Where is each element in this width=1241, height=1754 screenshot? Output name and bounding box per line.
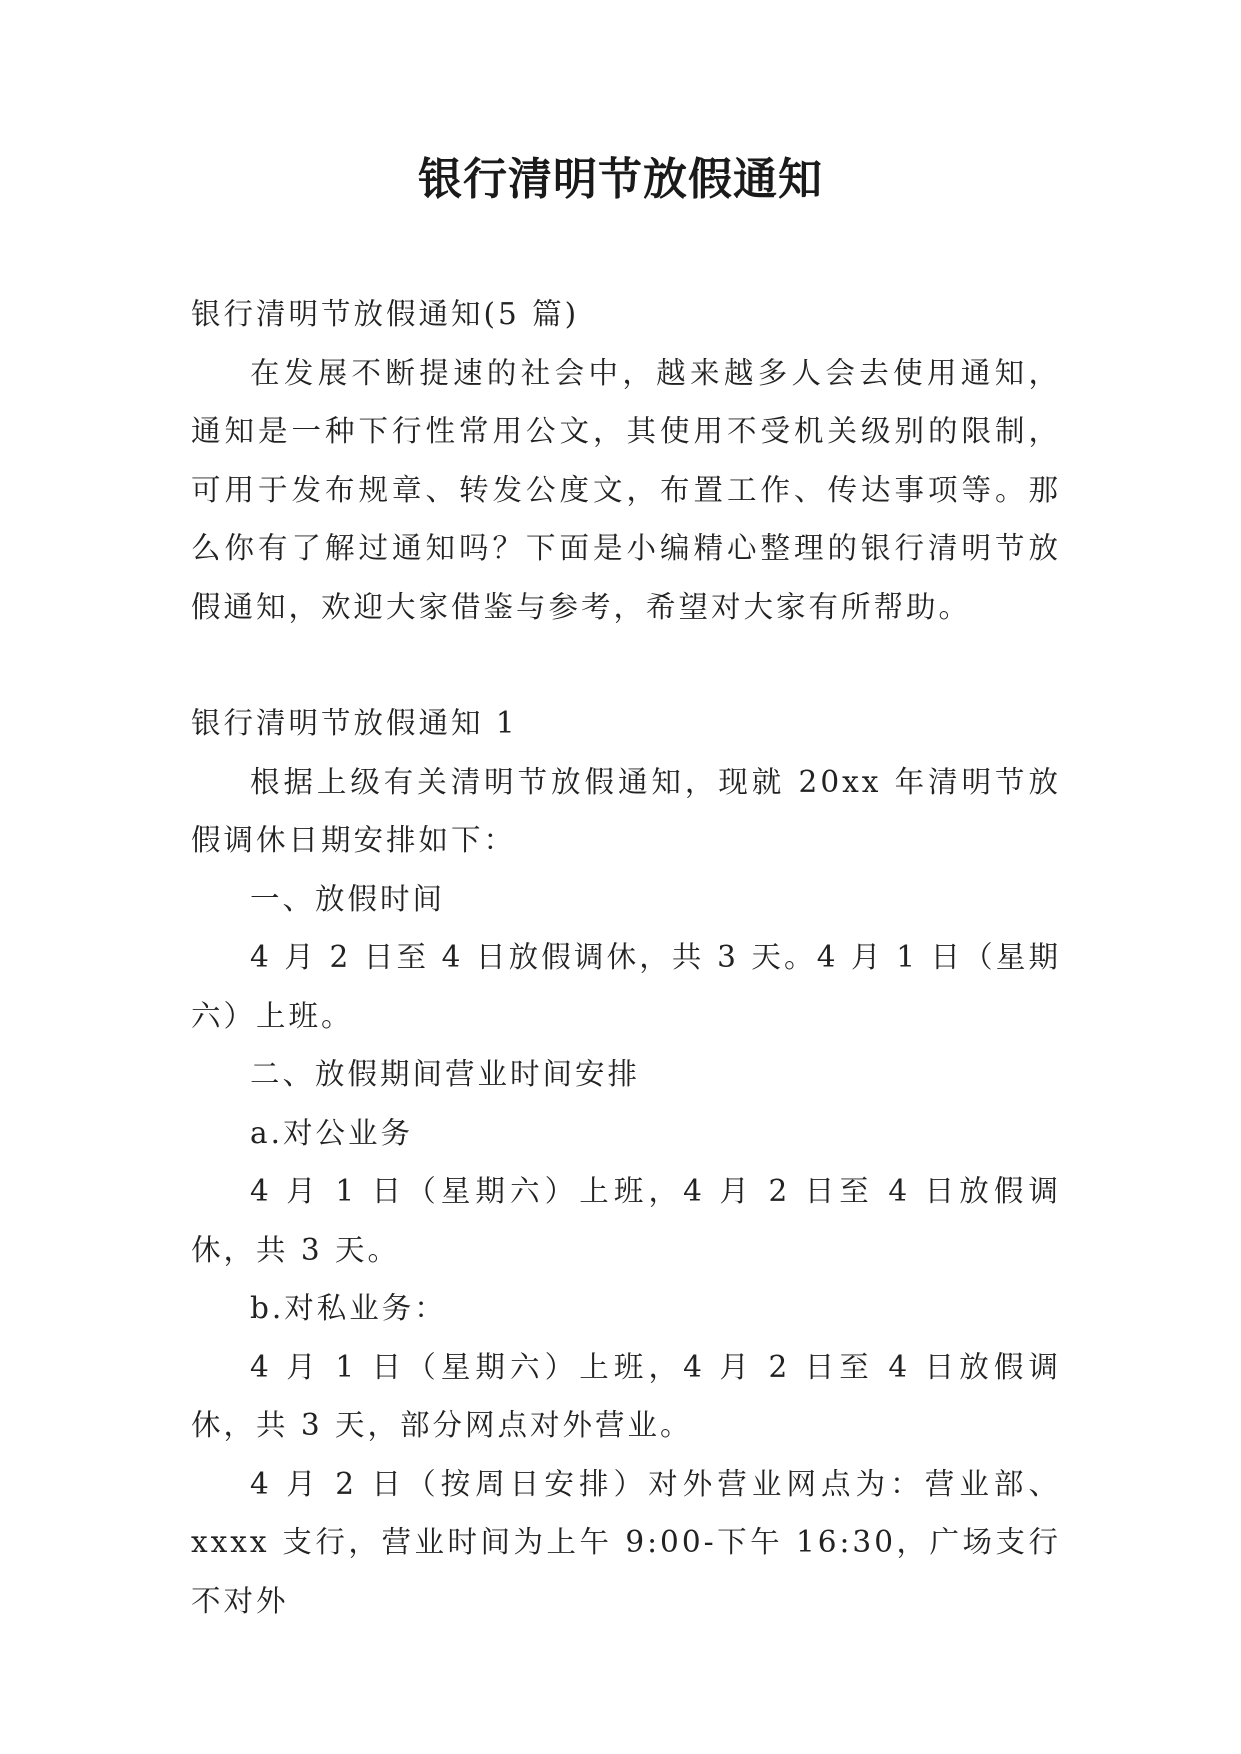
subtitle-line: 银行清明节放假通知(5 篇) — [191, 297, 580, 331]
list-heading: 二、放假期间营业时间安排 — [250, 1057, 641, 1091]
sub-heading: b.对私业务： — [250, 1291, 447, 1325]
body-paragraph: 根据上级有关清明节放假通知，现就 20xx 年清明节放假调休日期安排如下： — [191, 764, 1061, 857]
sub-heading: a.对公业务 — [250, 1115, 413, 1150]
intro-paragraph: 在发展不断提速的社会中，越来越多人会去使用通知，通知是一种下行性常用公文，其使用不受机关级别的限制，可用于发布规章、转发公度文，布置工作、传达事项等。那么你有了解过通知吗？下面是小编精心整理的银行清明节放假通知，欢迎大家借鉴与参考，希望对大家有所帮助。 — [191, 355, 1061, 624]
body-paragraph: 4 月 1 日（星期六）上班，4 月 2 日至 4 日放假调休，共 3 天，部分网点对外营业。 — [191, 1349, 1061, 1442]
document-body — [191, 285, 1061, 1630]
section-heading: 银行清明节放假通知 1 — [191, 706, 518, 740]
paragraph-spacer — [191, 636, 1061, 694]
body-paragraph: 4 月 2 日至 4 日放假调休，共 3 天。4 月 1 日（星期六）上班。 — [191, 940, 1061, 1033]
document-title: 银行清明节放假通知 — [418, 154, 823, 205]
list-heading: 一、放假时间 — [250, 881, 446, 916]
body-paragraph: 4 月 1 日（星期六）上班，4 月 2 日至 4 日放假调休，共 3 天。 — [191, 1174, 1061, 1267]
body-paragraph: 4 月 2 日（按周日安排）对外营业网点为：营业部、xxxx 支行，营业时间为上午 9:00-下午 16:30，广场支行不对外 — [191, 1466, 1061, 1618]
